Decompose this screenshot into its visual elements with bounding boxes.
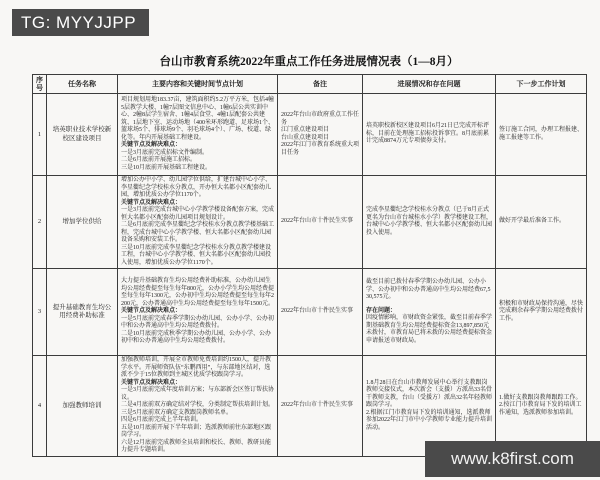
text-line: 关键节点及解决难点： <box>121 199 182 206</box>
cell-remark <box>278 356 363 457</box>
cell-next-plan <box>496 94 587 176</box>
text-line: 六是12月底前完成教师全员培训和校长、教师、教研员能力提升专题培训。 <box>121 439 272 453</box>
cell-serial-number: 2 <box>33 176 47 269</box>
text-line: 因疫情影响，市财政资金紧张，截至目前春季学期基础教育生均公用经费提标资金13,897,850元未拨付，市教育局已将未拨的公用经费提标资金申请报送市财政局。 <box>366 315 493 344</box>
text-line: 2022年江门市教育系统重大项目任务 <box>281 142 360 156</box>
text-line: 一是3月底前完成招标文件编制。 <box>121 149 209 156</box>
text-line: 三是5月底前双方确定支教跟岗教师名单。 <box>121 409 233 416</box>
cell-next-plan <box>496 176 587 269</box>
text-line: 台山重点建设项目 <box>281 134 330 141</box>
watermark-top-left: TG: MYYJJPP <box>12 9 149 36</box>
progress-table <box>32 74 587 457</box>
header-serial-number: 序号 <box>33 75 47 94</box>
cell-remark <box>278 269 363 356</box>
cell-serial-number: 1 <box>33 94 47 176</box>
text-line: 四是6月底前完成上半年培训。 <box>121 417 203 423</box>
table-row <box>33 176 587 269</box>
text-line: 截至目前已拨付春季学期公办幼儿园、公办小学、公办初中和公办普通高中生均公用经费67,530,575元。 <box>366 279 491 300</box>
text-line: 1.做好支教跟岗教师跟踪工作。 <box>499 394 582 401</box>
text-line: 1.8月28日在台山市教师发展中心举行支教跟岗教师交接仪式，本次新会（支援）方派出33名骨干教师支教，台山（受援方）派出32名年轻教师跟岗学习。 <box>366 379 493 408</box>
cell-progress <box>363 269 496 356</box>
text-line: 完成李星衢纪念学校桂水分教点（已于8月正式更名为台山市台城桂水小学）教学楼建设工程，台城中心小学教学楼、恒大名都小区配套幼儿园投入使用。 <box>366 207 493 236</box>
header-row <box>33 75 587 94</box>
header-main-content: 主要内容和关键时间节点计划 <box>118 75 278 94</box>
cell-main-content <box>118 356 278 457</box>
text-line: 存在问题： <box>366 307 397 314</box>
text-line: 2022年台山市十件民生实事 <box>281 218 354 225</box>
table-row <box>33 269 587 356</box>
cell-main-content <box>118 176 278 269</box>
text-line: 2022年台山市政府重点工作任务 <box>281 112 360 126</box>
cell-serial-number: 4 <box>33 356 47 457</box>
text-line: 关键节点及解决难点： <box>121 308 182 315</box>
cell-task-name: 加强教师培训 <box>47 356 118 457</box>
text-line: 加强教师培训，开展全市教师免费培训约1500人，提升教学水平。开展师资队伍“东鹏西用”，与东部地区结对，选派不少于15位教师到主城区优质学校跟岗学习。 <box>121 357 272 378</box>
text-line: 二是10月底前完成秋季学期公办幼儿园、公办小学、公办初中和公办普通高中生均公用经费拨付。 <box>121 330 272 345</box>
text-line: 三是10月底前完成李星衢纪念学校桂水分教点教学楼建设工程，台城中心小学教学楼、恒大名都小区配套幼儿园投入使用，增加优质公办学位1170个。 <box>121 244 272 266</box>
text-line: 关键节点及解决难点： <box>121 379 182 386</box>
header-progress: 进展情况和存在问题 <box>363 75 496 94</box>
text-line: 2.根据江门市教育局下发的培训通知，选派教师参加2022年江门市中小学教师专业能力提升培训活动。 <box>366 409 493 431</box>
cell-main-content <box>118 94 278 176</box>
cell-next-plan <box>496 269 587 356</box>
text-line: 2022年台山市十件民生实事 <box>281 308 354 315</box>
text-line: 二是4月底前双方确定结对学校，分类制定帮扶培训计划。 <box>121 402 275 408</box>
text-line: 二是6月底前完成李星衢纪念学校桂水分教点教学楼基础工程，完成台城中心小学教学楼、恒大名都小区配套幼儿园设备采购和安装工作。 <box>121 222 275 243</box>
page-title: 台山市教育系统2022年重点工作任务进展情况表（1—8月） <box>159 56 459 68</box>
cell-serial-number: 3 <box>33 269 47 356</box>
text-line: 五是10月底前开展下半年培训；选派教师前往东部地区跟岗学习。 <box>121 424 272 438</box>
text-line: 项目规划用地183.37亩，建筑面积约5.2万平方米，包括4幢5层教学大楼、1幢7层图文信息中心、1幢6层公共实训中心、2幢8层学生宿舍、1幢4层食堂、4幢1层配套公共建筑、1层地下室、运动场地（400米环形跑道、足球场1个、篮球场5个、排球场9个、羽毛球场4个）、广场、校道、绿化等。年内开展基础工程建设。 <box>121 97 275 141</box>
table-header <box>33 75 587 94</box>
cell-task-name: 增加学位供给 <box>47 176 118 269</box>
text-line: 积极和市财政局保持沟通，尽快完成剩余春季学期公用经费拨付工作。 <box>499 300 584 322</box>
text-line: 一是5月底前完成春季学期公办幼儿园、公办小学、公办初中和公办普通高中生均公用经费拨付。 <box>121 315 275 330</box>
table-row <box>33 94 587 176</box>
cell-main-content <box>118 269 278 356</box>
text-line: 2.按江门市教育局下发的培训工作通知，选派教师参加培训。 <box>499 402 582 416</box>
text-line: 江门重点建设项目 <box>281 127 330 133</box>
cell-progress <box>363 94 496 176</box>
text-line: 二是6月底前开展施工招标。 <box>121 157 197 163</box>
text-line: 增加公办中小学、幼儿园学位供给，扩建台城中心小学、李星衢纪念学校桂水分教点，开办恒大名都小区配套幼儿园，增加优质公办学位1170个。 <box>121 177 272 198</box>
watermark-bottom-right: www.k8first.com <box>425 441 600 477</box>
text-line: 做好开学最后准备工作。 <box>499 218 566 225</box>
header-remark: 备注 <box>278 75 363 94</box>
cell-task-name: 培英职业技术学校新校区建设项目 <box>47 94 118 176</box>
text-line: 大力提升基础教育生均公用经费补助标准，公办幼儿园生均公用经费提至每生每年800元，公办小学生均公用经费提至每生每年1300元，公办初中生均公用经费提至每生每年2200元，公办普通高中生均公用经费提至每生每年1500元。 <box>121 278 275 307</box>
text-line: 一是3月底前完成台城中心小学教学楼设备配套方案，完成恒大名都小区配套幼儿园项目规划设计。 <box>121 207 275 221</box>
text-line: 签订施工合同，办理工程报建、施工报建等工作。 <box>499 127 584 141</box>
text-line: 关键节点及解决难点： <box>121 142 182 148</box>
text-line: 一是3月底前完成年度培训方案；与东部新会区签订帮扶协议。 <box>121 387 275 401</box>
cell-progress <box>363 176 496 269</box>
table-body <box>33 94 587 457</box>
header-task-name: 任务名称 <box>47 75 118 94</box>
text-line: 三是10月底前开展基础工程建设。 <box>121 164 212 171</box>
text-line: 培英职校新校区建设项目6月21日已完成开标评标，目前在处理施工招标投诉事宜。8月底前累计完成8874万元专项债券支付。 <box>366 123 490 145</box>
cell-remark <box>278 94 363 176</box>
text-line: 2022年台山市十件民生实事 <box>281 402 354 408</box>
cell-remark <box>278 176 363 269</box>
cell-task-name: 提升基础教育生均公用经费补助标准 <box>47 269 118 356</box>
header-next-plan: 下一步工作计划 <box>496 75 587 94</box>
